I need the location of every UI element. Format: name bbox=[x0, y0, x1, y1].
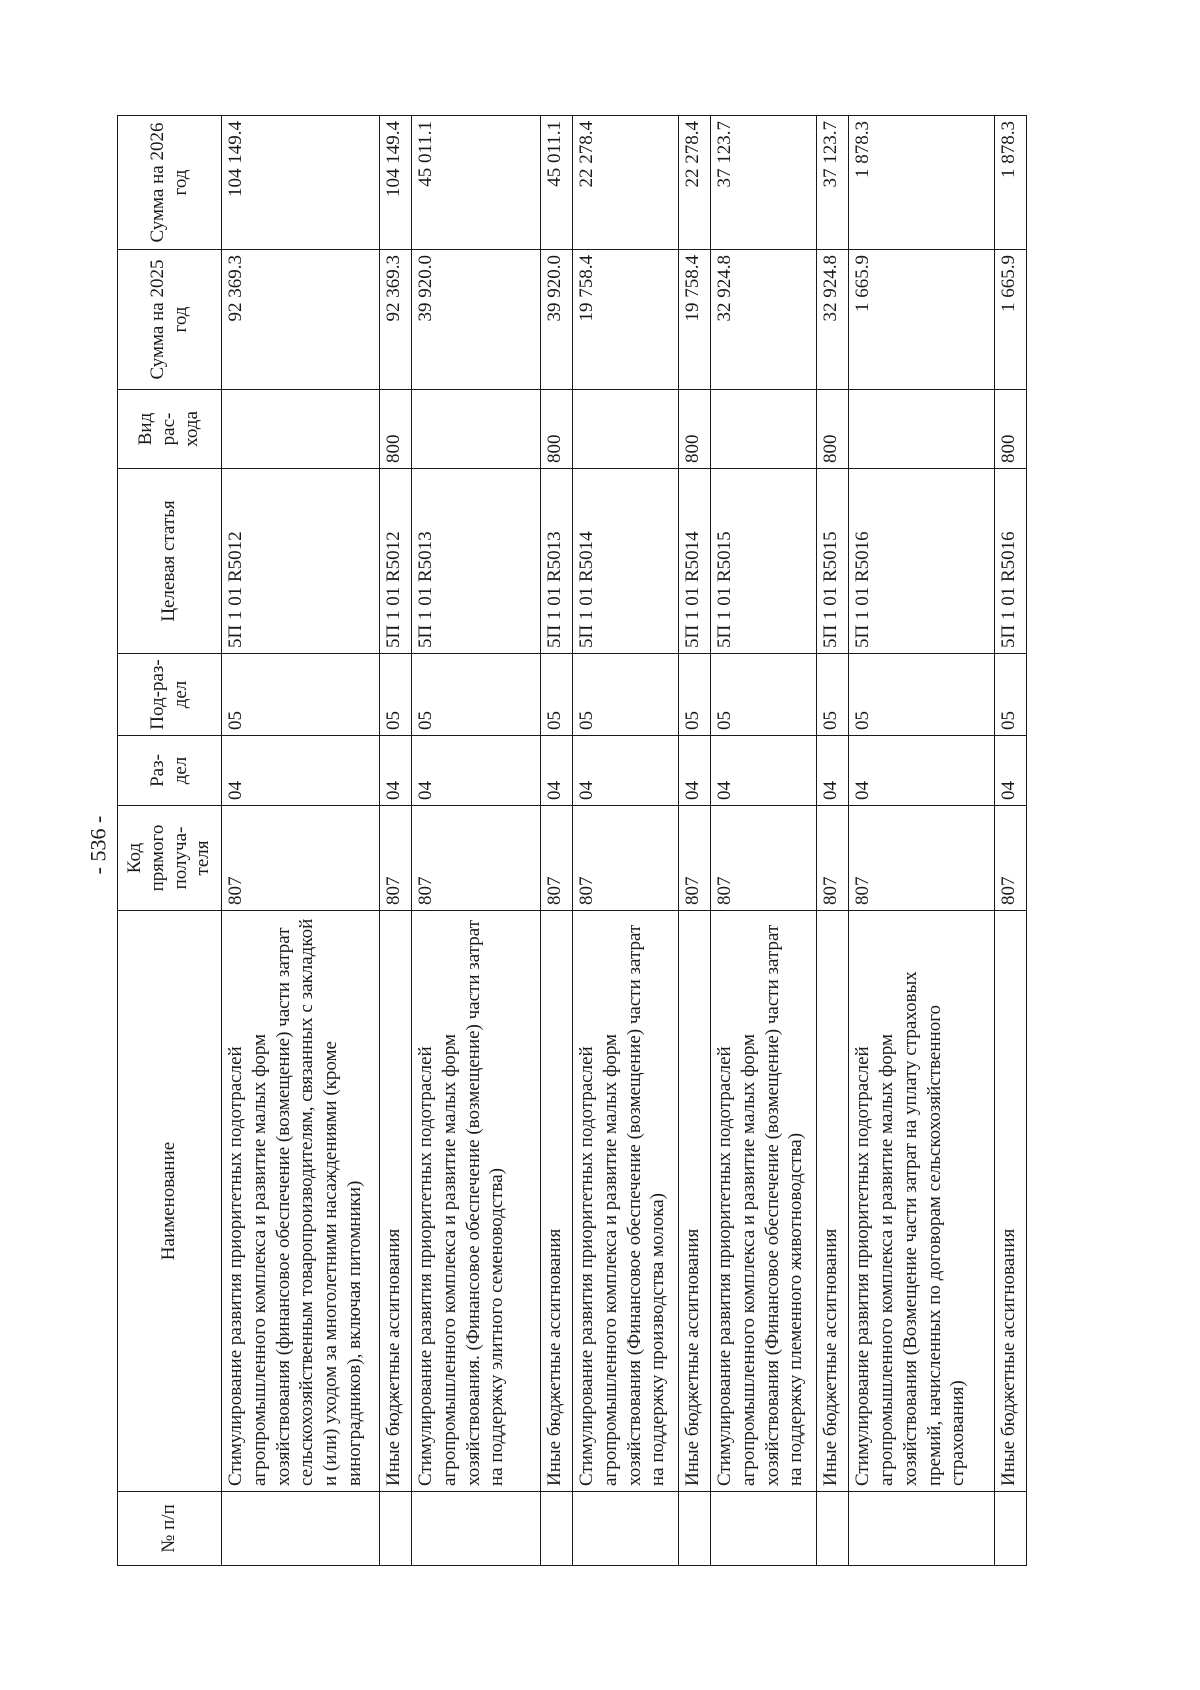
cell-recipient: 807 bbox=[222, 806, 380, 911]
cell-section: 04 bbox=[711, 736, 817, 806]
cell-expense-type: 800 bbox=[994, 390, 1026, 469]
cell-num bbox=[994, 1492, 1026, 1566]
cell-section: 04 bbox=[817, 736, 849, 806]
cell-name: Иные бюджетные ассигнования bbox=[817, 911, 849, 1492]
cell-subsection: 05 bbox=[711, 654, 817, 736]
cell-subsection: 05 bbox=[412, 654, 541, 736]
cell-sum-2026: 104 149.4 bbox=[222, 116, 380, 250]
cell-expense-type bbox=[711, 390, 817, 469]
table-row bbox=[412, 116, 541, 1566]
cell-name: Иные бюджетные ассигнования bbox=[540, 911, 572, 1492]
cell-target: 5П 1 01 R5013 bbox=[540, 469, 572, 654]
cell-sum-2026: 1 878.3 bbox=[849, 116, 994, 250]
header-name: Наименование bbox=[118, 911, 222, 1492]
cell-name: Стимулирование развития приоритетных подотраслей агропромышленного комплекса и развитие малых форм хозяйствования (финансовое обеспечение (возмещение) части затрат сельскохозяйственным товаропроизводителям, связанных с закладкой и (или) уходом за многолетними насаждениями (кроме виноградников), включая питомники) bbox=[222, 911, 380, 1492]
cell-sum-2026: 45 011.1 bbox=[540, 116, 572, 250]
cell-recipient: 807 bbox=[711, 806, 817, 911]
cell-target: 5П 1 01 R5015 bbox=[817, 469, 849, 654]
budget-table bbox=[117, 115, 1027, 1566]
header-expense-type: Вид рас-хода bbox=[118, 390, 222, 469]
header-sum-2025: Сумма на 2025 год bbox=[118, 250, 222, 390]
cell-expense-type: 800 bbox=[540, 390, 572, 469]
cell-target: 5П 1 01 R5012 bbox=[379, 469, 411, 654]
table-body bbox=[222, 116, 1027, 1566]
table-row bbox=[573, 116, 679, 1566]
cell-expense-type: 800 bbox=[817, 390, 849, 469]
cell-target: 5П 1 01 R5013 bbox=[412, 469, 541, 654]
cell-sum-2025: 1 665.9 bbox=[849, 250, 994, 390]
rotated-page bbox=[117, 116, 1027, 1566]
cell-sum-2025: 32 924.8 bbox=[817, 250, 849, 390]
cell-num bbox=[379, 1492, 411, 1566]
table-row bbox=[678, 116, 710, 1566]
header-recipient: Код прямого получа-теля bbox=[118, 806, 222, 911]
cell-section: 04 bbox=[678, 736, 710, 806]
table-header-row bbox=[118, 116, 222, 1566]
cell-expense-type bbox=[222, 390, 380, 469]
cell-section: 04 bbox=[849, 736, 994, 806]
cell-target: 5П 1 01 R5016 bbox=[994, 469, 1026, 654]
cell-expense-type: 800 bbox=[379, 390, 411, 469]
table-row bbox=[817, 116, 849, 1566]
cell-section: 04 bbox=[412, 736, 541, 806]
header-target: Целевая статья bbox=[118, 469, 222, 654]
cell-section: 04 bbox=[994, 736, 1026, 806]
cell-expense-type bbox=[849, 390, 994, 469]
cell-recipient: 807 bbox=[817, 806, 849, 911]
cell-subsection: 05 bbox=[573, 654, 679, 736]
cell-recipient: 807 bbox=[994, 806, 1026, 911]
cell-sum-2025: 39 920.0 bbox=[412, 250, 541, 390]
cell-num bbox=[817, 1492, 849, 1566]
header-section: Раз-дел bbox=[118, 736, 222, 806]
cell-section: 04 bbox=[222, 736, 380, 806]
cell-subsection: 05 bbox=[222, 654, 380, 736]
cell-num bbox=[573, 1492, 679, 1566]
page-number bbox=[78, 800, 118, 890]
cell-name: Иные бюджетные ассигнования bbox=[379, 911, 411, 1492]
cell-sum-2025: 92 369.3 bbox=[379, 250, 411, 390]
cell-name: Стимулирование развития приоритетных подотраслей агропромышленного комплекса и развитие малых форм хозяйствования (Финансовое обеспечение (возмещение) части затрат на поддержку производства молока) bbox=[573, 911, 679, 1492]
cell-sum-2026: 22 278.4 bbox=[573, 116, 679, 250]
cell-sum-2026: 37 123.7 bbox=[817, 116, 849, 250]
cell-sum-2026: 37 123.7 bbox=[711, 116, 817, 250]
cell-sum-2026: 1 878.3 bbox=[994, 116, 1026, 250]
cell-section: 04 bbox=[379, 736, 411, 806]
cell-subsection: 05 bbox=[994, 654, 1026, 736]
cell-name: Иные бюджетные ассигнования bbox=[994, 911, 1026, 1492]
table-row bbox=[849, 116, 994, 1566]
cell-target: 5П 1 01 R5014 bbox=[573, 469, 679, 654]
cell-sum-2026: 22 278.4 bbox=[678, 116, 710, 250]
cell-num bbox=[711, 1492, 817, 1566]
cell-section: 04 bbox=[540, 736, 572, 806]
cell-subsection: 05 bbox=[678, 654, 710, 736]
cell-sum-2026: 104 149.4 bbox=[379, 116, 411, 250]
cell-subsection: 05 bbox=[849, 654, 994, 736]
cell-name: Стимулирование развития приоритетных подотраслей агропромышленного комплекса и развитие малых форм хозяйствования (Возмещение части затрат на уплату страховых премий, начисленных по договорам сельскохозяйственного страхования) bbox=[849, 911, 994, 1492]
cell-expense-type bbox=[412, 390, 541, 469]
cell-expense-type: 800 bbox=[678, 390, 710, 469]
cell-num bbox=[412, 1492, 541, 1566]
cell-target: 5П 1 01 R5012 bbox=[222, 469, 380, 654]
cell-sum-2025: 39 920.0 bbox=[540, 250, 572, 390]
cell-name: Иные бюджетные ассигнования bbox=[678, 911, 710, 1492]
cell-target: 5П 1 01 R5016 bbox=[849, 469, 994, 654]
table-row bbox=[994, 116, 1026, 1566]
cell-name: Стимулирование развития приоритетных подотраслей агропромышленного комплекса и развитие малых форм хозяйствования (Финансовое обеспечение (возмещение) части затрат на поддержку племенного животноводства) bbox=[711, 911, 817, 1492]
header-subsection: Под-раз-дел bbox=[118, 654, 222, 736]
cell-subsection: 05 bbox=[540, 654, 572, 736]
cell-recipient: 807 bbox=[573, 806, 679, 911]
cell-subsection: 05 bbox=[379, 654, 411, 736]
cell-sum-2025: 1 665.9 bbox=[994, 250, 1026, 390]
cell-sum-2025: 92 369.3 bbox=[222, 250, 380, 390]
table-row bbox=[540, 116, 572, 1566]
cell-num bbox=[849, 1492, 994, 1566]
header-sum-2026: Сумма на 2026 год bbox=[118, 116, 222, 250]
cell-target: 5П 1 01 R5014 bbox=[678, 469, 710, 654]
cell-num bbox=[678, 1492, 710, 1566]
table-row bbox=[379, 116, 411, 1566]
cell-expense-type bbox=[573, 390, 679, 469]
cell-recipient: 807 bbox=[849, 806, 994, 911]
cell-sum-2025: 32 924.8 bbox=[711, 250, 817, 390]
cell-subsection: 05 bbox=[817, 654, 849, 736]
cell-num bbox=[222, 1492, 380, 1566]
header-num: № п/п bbox=[118, 1492, 222, 1566]
cell-sum-2025: 19 758.4 bbox=[573, 250, 679, 390]
cell-sum-2026: 45 011.1 bbox=[412, 116, 541, 250]
cell-recipient: 807 bbox=[379, 806, 411, 911]
page-number-text: - 536 - bbox=[85, 815, 110, 875]
cell-target: 5П 1 01 R5015 bbox=[711, 469, 817, 654]
cell-name: Стимулирование развития приоритетных подотраслей агропромышленного комплекса и развитие малых форм хозяйствования. (Финансовое обеспечение (возмещение) части затрат на поддержку элитного семеноводства) bbox=[412, 911, 541, 1492]
cell-section: 04 bbox=[573, 736, 679, 806]
cell-recipient: 807 bbox=[412, 806, 541, 911]
cell-sum-2025: 19 758.4 bbox=[678, 250, 710, 390]
cell-recipient: 807 bbox=[540, 806, 572, 911]
cell-recipient: 807 bbox=[678, 806, 710, 911]
table-row bbox=[711, 116, 817, 1566]
table-row bbox=[222, 116, 380, 1566]
cell-num bbox=[540, 1492, 572, 1566]
